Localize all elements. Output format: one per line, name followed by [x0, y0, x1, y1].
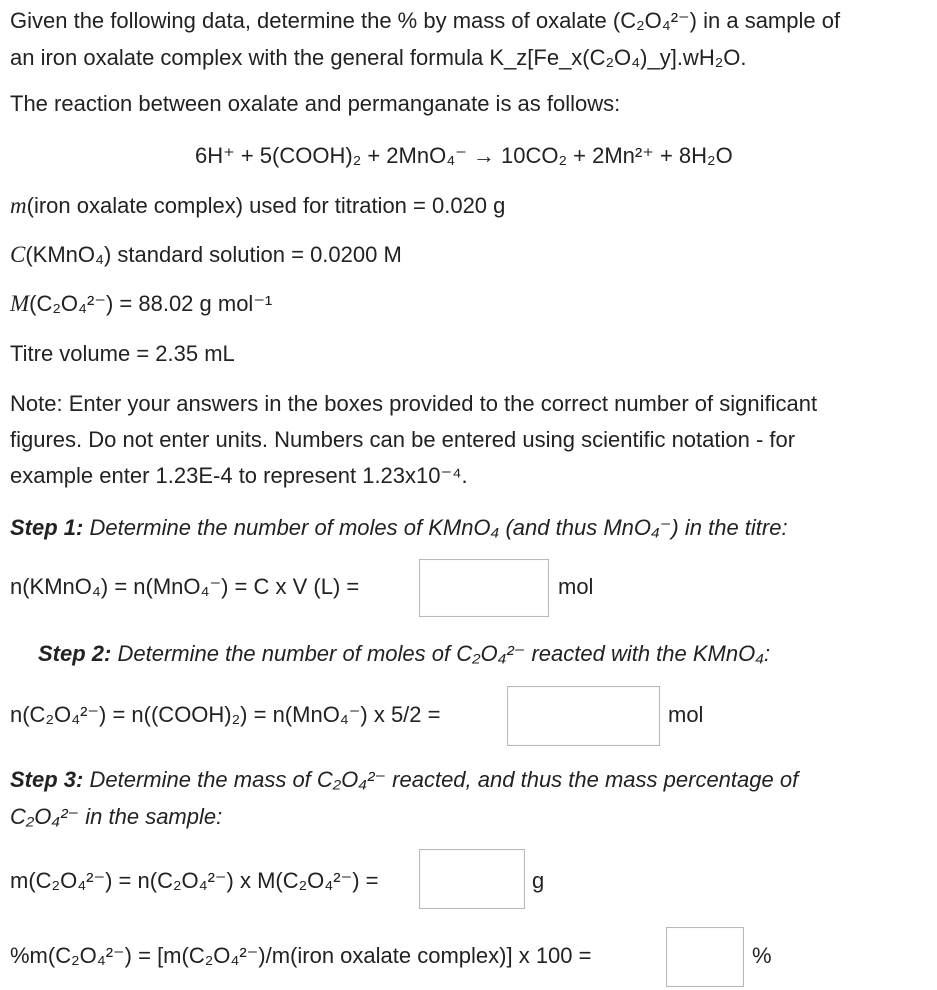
step-3-label: Step 3: [10, 767, 84, 792]
reaction-equation: 6H⁺ + 5(COOH)₂ + 2MnO₄⁻ → 10CO₂ + 2Mn²⁺ + 8H₂O [195, 143, 733, 168]
step-3-percent-unit: % [752, 943, 772, 968]
step-2-unit: mol [668, 702, 704, 727]
note-line-2: figures. Do not enter units. Numbers can be entered using scientific notation - for [10, 427, 796, 452]
symbol-c: C [10, 242, 26, 267]
note-line-3: example enter 1.23E-4 to represent 1.23x10⁻⁴. [10, 463, 468, 488]
step-1-formula: n(KMnO₄) = n(MnO₄⁻) = C x V (L) = [10, 574, 360, 599]
symbol-m: m [10, 193, 27, 218]
step-3-heading-line-2: C₂O₄²⁻ in the sample: [10, 804, 223, 829]
step-1-label: Step 1: [10, 515, 84, 540]
step-3-heading: Step 3: Determine the mass of C₂O₄²⁻ reacted, and thus the mass percentage of [10, 767, 799, 792]
data-mass-complex: m(iron oxalate complex) used for titration = 0.020 g [10, 193, 506, 218]
step-1-moles-input[interactable] [419, 559, 549, 617]
data-titre-volume: Titre volume = 2.35 mL [10, 341, 235, 366]
step-1-heading: Step 1: Determine the number of moles of KMnO₄ (and thus MnO₄⁻) in the titre: [10, 515, 788, 540]
step-3-mass-unit: g [532, 868, 545, 893]
step-3-percent-formula: %m(C₂O₄²⁻) = [m(C₂O₄²⁻)/m(iron oxalate complex)] x 100 = [10, 943, 592, 968]
step-2-formula: n(C₂O₄²⁻) = n((COOH)₂) = n(MnO₄⁻) x 5/2 = [10, 702, 441, 727]
step-1-unit: mol [558, 574, 594, 599]
step-2-label: Step 2: [38, 641, 112, 666]
reaction-intro: The reaction between oxalate and permanganate is as follows: [10, 91, 621, 116]
data-molar-mass: M(C₂O₄²⁻) = 88.02 g mol⁻¹ [10, 291, 273, 316]
step-2-heading: Step 2: Determine the number of moles of C₂O₄²⁻ reacted with the KMnO₄: [38, 641, 771, 666]
step-3-mass-formula: m(C₂O₄²⁻) = n(C₂O₄²⁻) x M(C₂O₄²⁻) = [10, 868, 379, 893]
step-2-moles-input[interactable] [507, 686, 660, 746]
step-3-percent-input[interactable] [666, 927, 744, 987]
symbol-M: M [10, 291, 30, 316]
question-line-2: an iron oxalate complex with the general formula K_z[Fe_x(C₂O₄)_y].wH₂O. [10, 45, 747, 70]
step-3-mass-input[interactable] [419, 849, 525, 909]
question-line-1: Given the following data, determine the % by mass of oxalate (C₂O₄²⁻) in a sample of [10, 8, 841, 33]
data-concentration: C(KMnO₄) standard solution = 0.0200 M [10, 242, 402, 267]
note-line-1: Note: Enter your answers in the boxes provided to the correct number of significant [10, 391, 818, 416]
